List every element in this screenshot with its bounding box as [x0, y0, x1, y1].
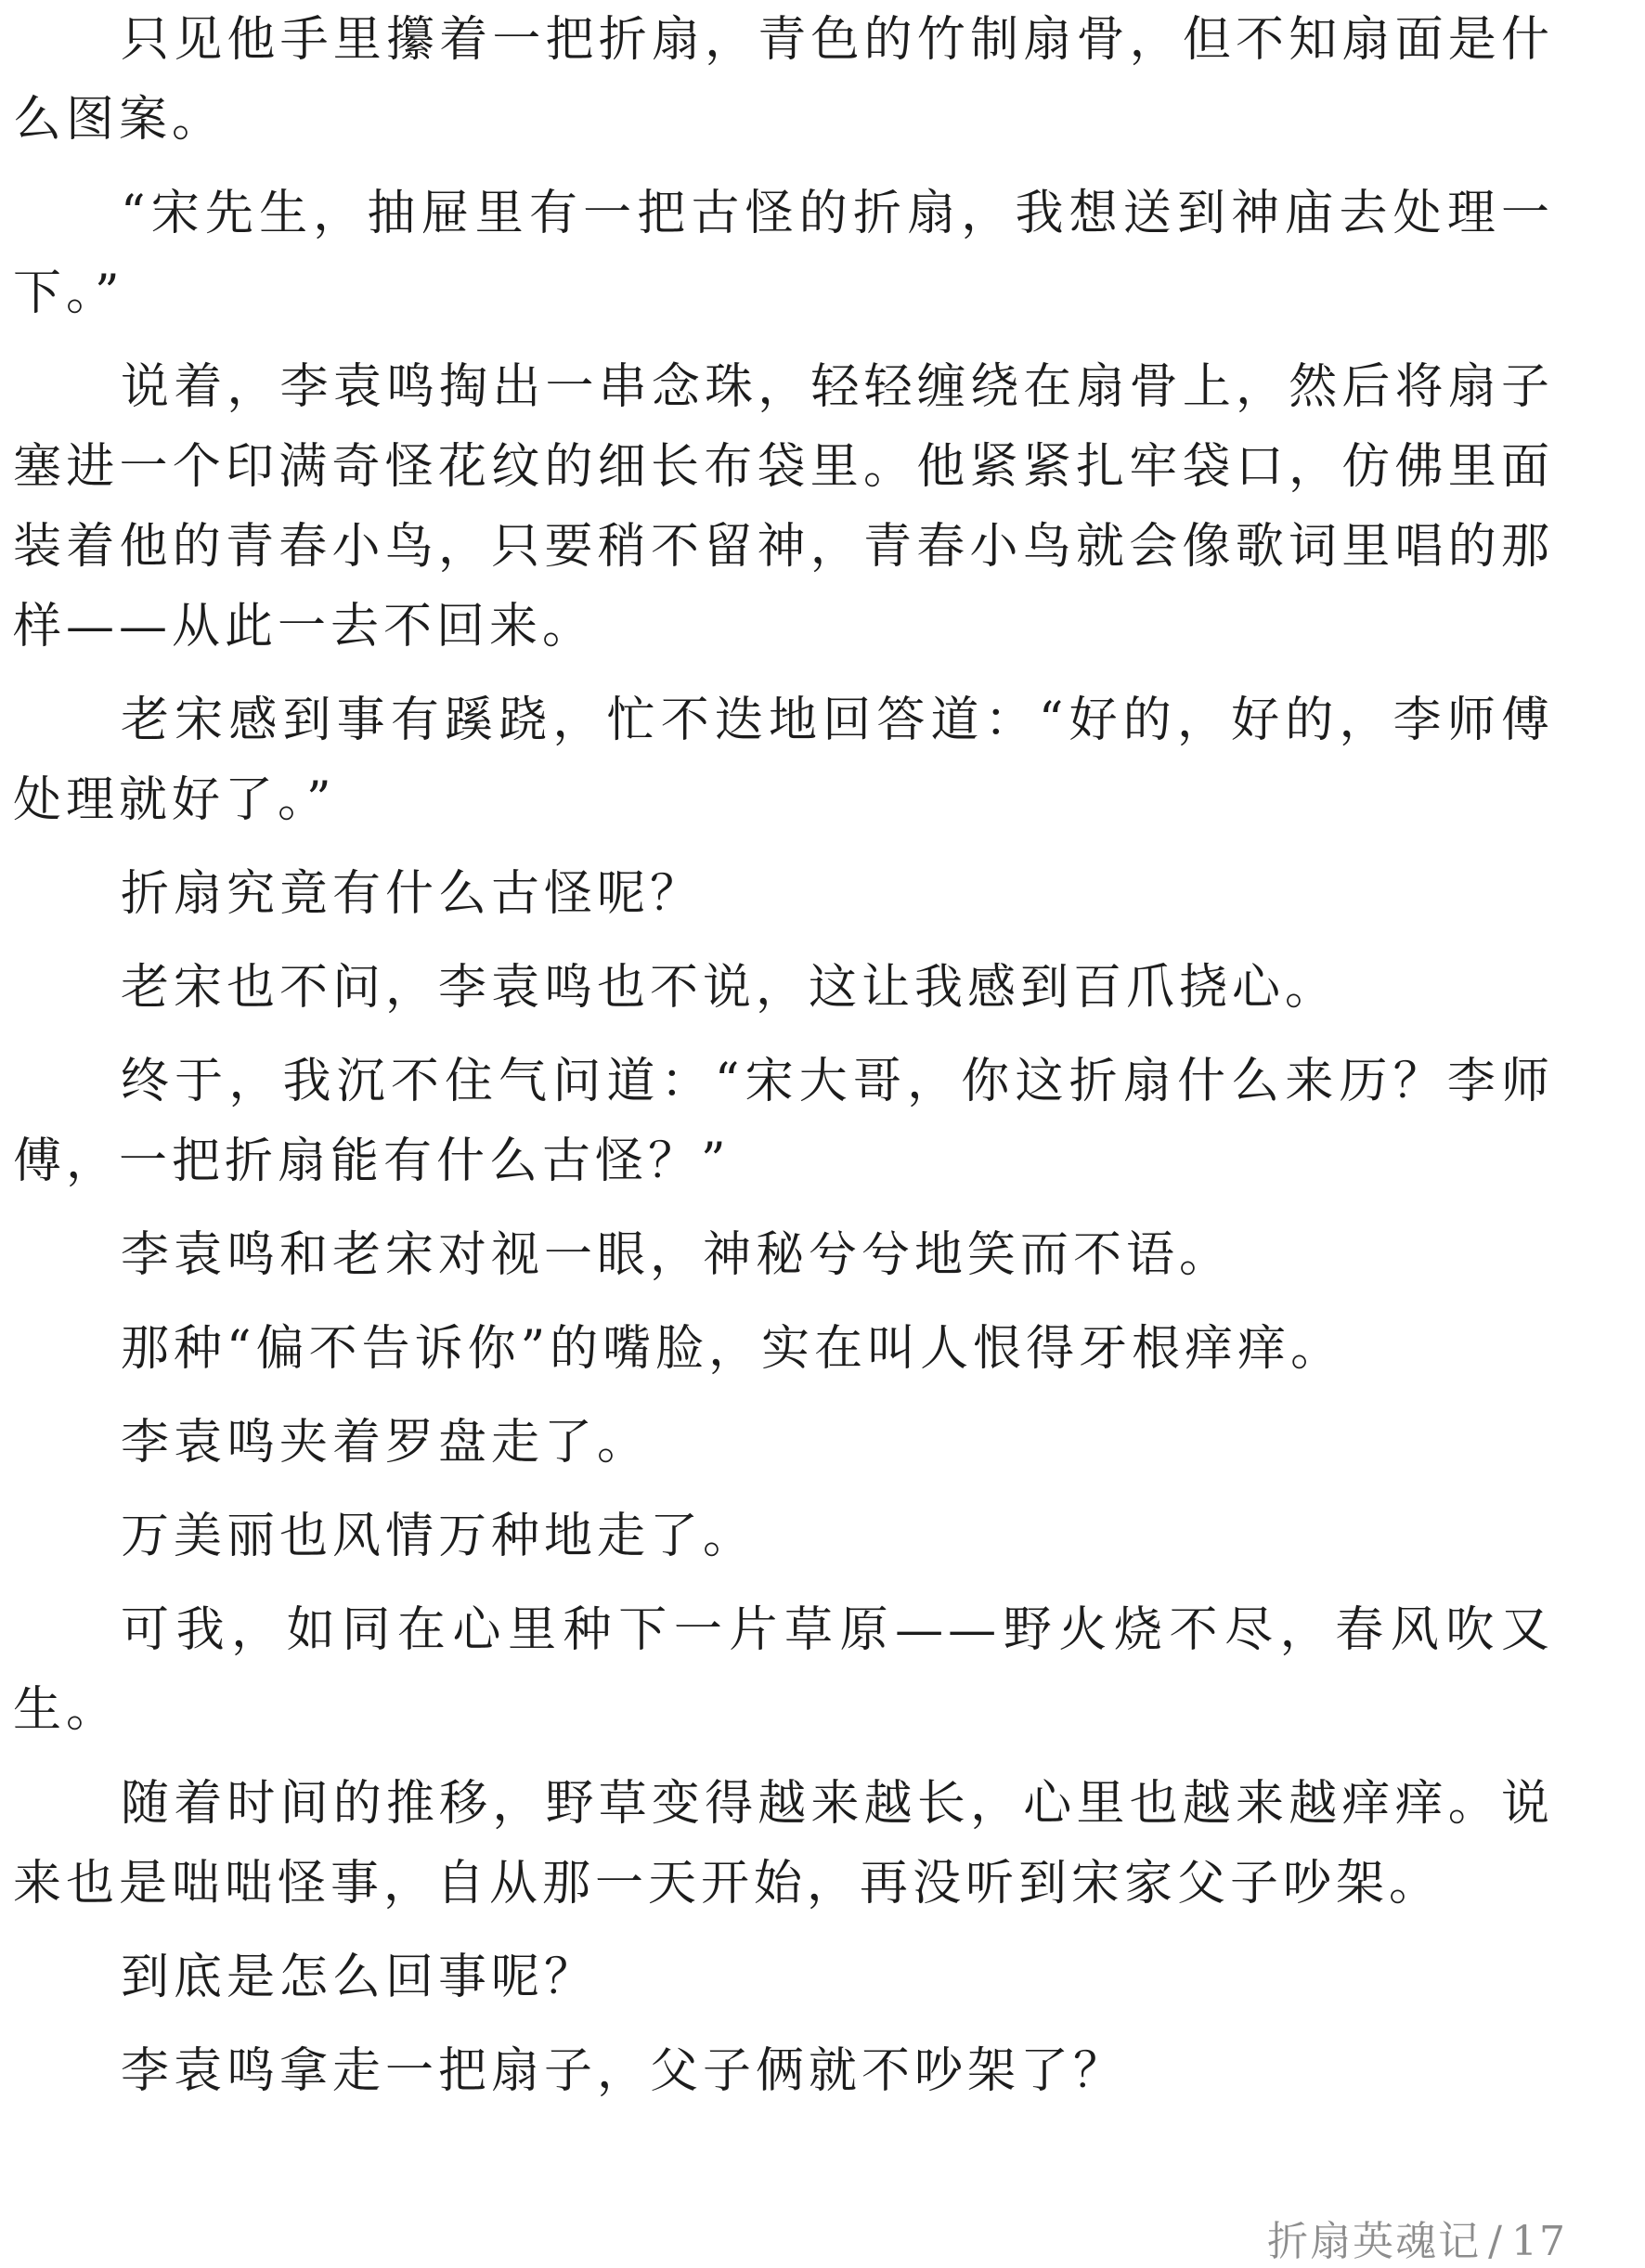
paragraph-9: 那种“偏不告诉你”的嘴脸，实在叫人恨得牙根痒痒。 — [121, 1321, 1344, 1377]
paragraph-8: 李袁鸣和老宋对视一眼，神秘兮兮地笑而不语。 — [121, 1227, 1233, 1283]
book-title: 折扇英魂记 — [1267, 2218, 1482, 2265]
paragraph-7: 终于，我沉不住气问道：“宋大哥，你这折扇什么来历？李师傅，一把折扇能有什么古怪？” — [13, 1054, 1554, 1189]
paragraph-15: 李袁鸣拿走一把扇子，父子俩就不吵架了？ — [121, 2043, 1127, 2099]
paragraph-11: 万美丽也风情万种地走了。 — [121, 1509, 757, 1564]
page-number: 17 — [1511, 2218, 1567, 2265]
page-footer — [1233, 2216, 1567, 2268]
paragraph-12: 可我，如同在心里种下一片草原——野火烧不尽，春风吹又生。 — [13, 1602, 1554, 1738]
footer-separator: / — [1488, 2218, 1504, 2265]
paragraph-5: 折扇究竟有什么古怪呢？ — [121, 866, 704, 922]
body-text — [13, 0, 1554, 2125]
paragraph-13: 随着时间的推移，野草变得越来越长，心里也越来越痒痒。说来也是咄咄怪事，自从那一天开始，再没听到宋家父子吵架。 — [13, 1776, 1554, 1912]
paragraph-14: 到底是怎么回事呢？ — [121, 1950, 598, 2005]
paragraph-1: 只见他手里攥着一把折扇，青色的竹制扇骨，但不知扇面是什么图案。 — [13, 12, 1554, 148]
paragraph-2: “宋先生，抽屉里有一把古怪的折扇，我想送到神庙去处理一下。” — [13, 186, 1554, 321]
paragraph-3: 说着，李袁鸣掏出一串念珠，轻轻缠绕在扇骨上，然后将扇子塞进一个印满奇怪花纹的细长布袋里。他紧紧扎牢袋口，仿佛里面装着他的青春小鸟，只要稍不留神，青春小鸟就会像歌词里唱的那样——从此一去不回来。 — [13, 359, 1554, 654]
paragraph-6: 老宋也不问，李袁鸣也不说，这让我感到百爪挠心。 — [121, 960, 1339, 1016]
paragraph-10: 李袁鸣夹着罗盘走了。 — [121, 1415, 651, 1471]
paragraph-4: 老宋感到事有蹊跷，忙不迭地回答道：“好的，好的，李师傅处理就好了。” — [13, 693, 1554, 828]
